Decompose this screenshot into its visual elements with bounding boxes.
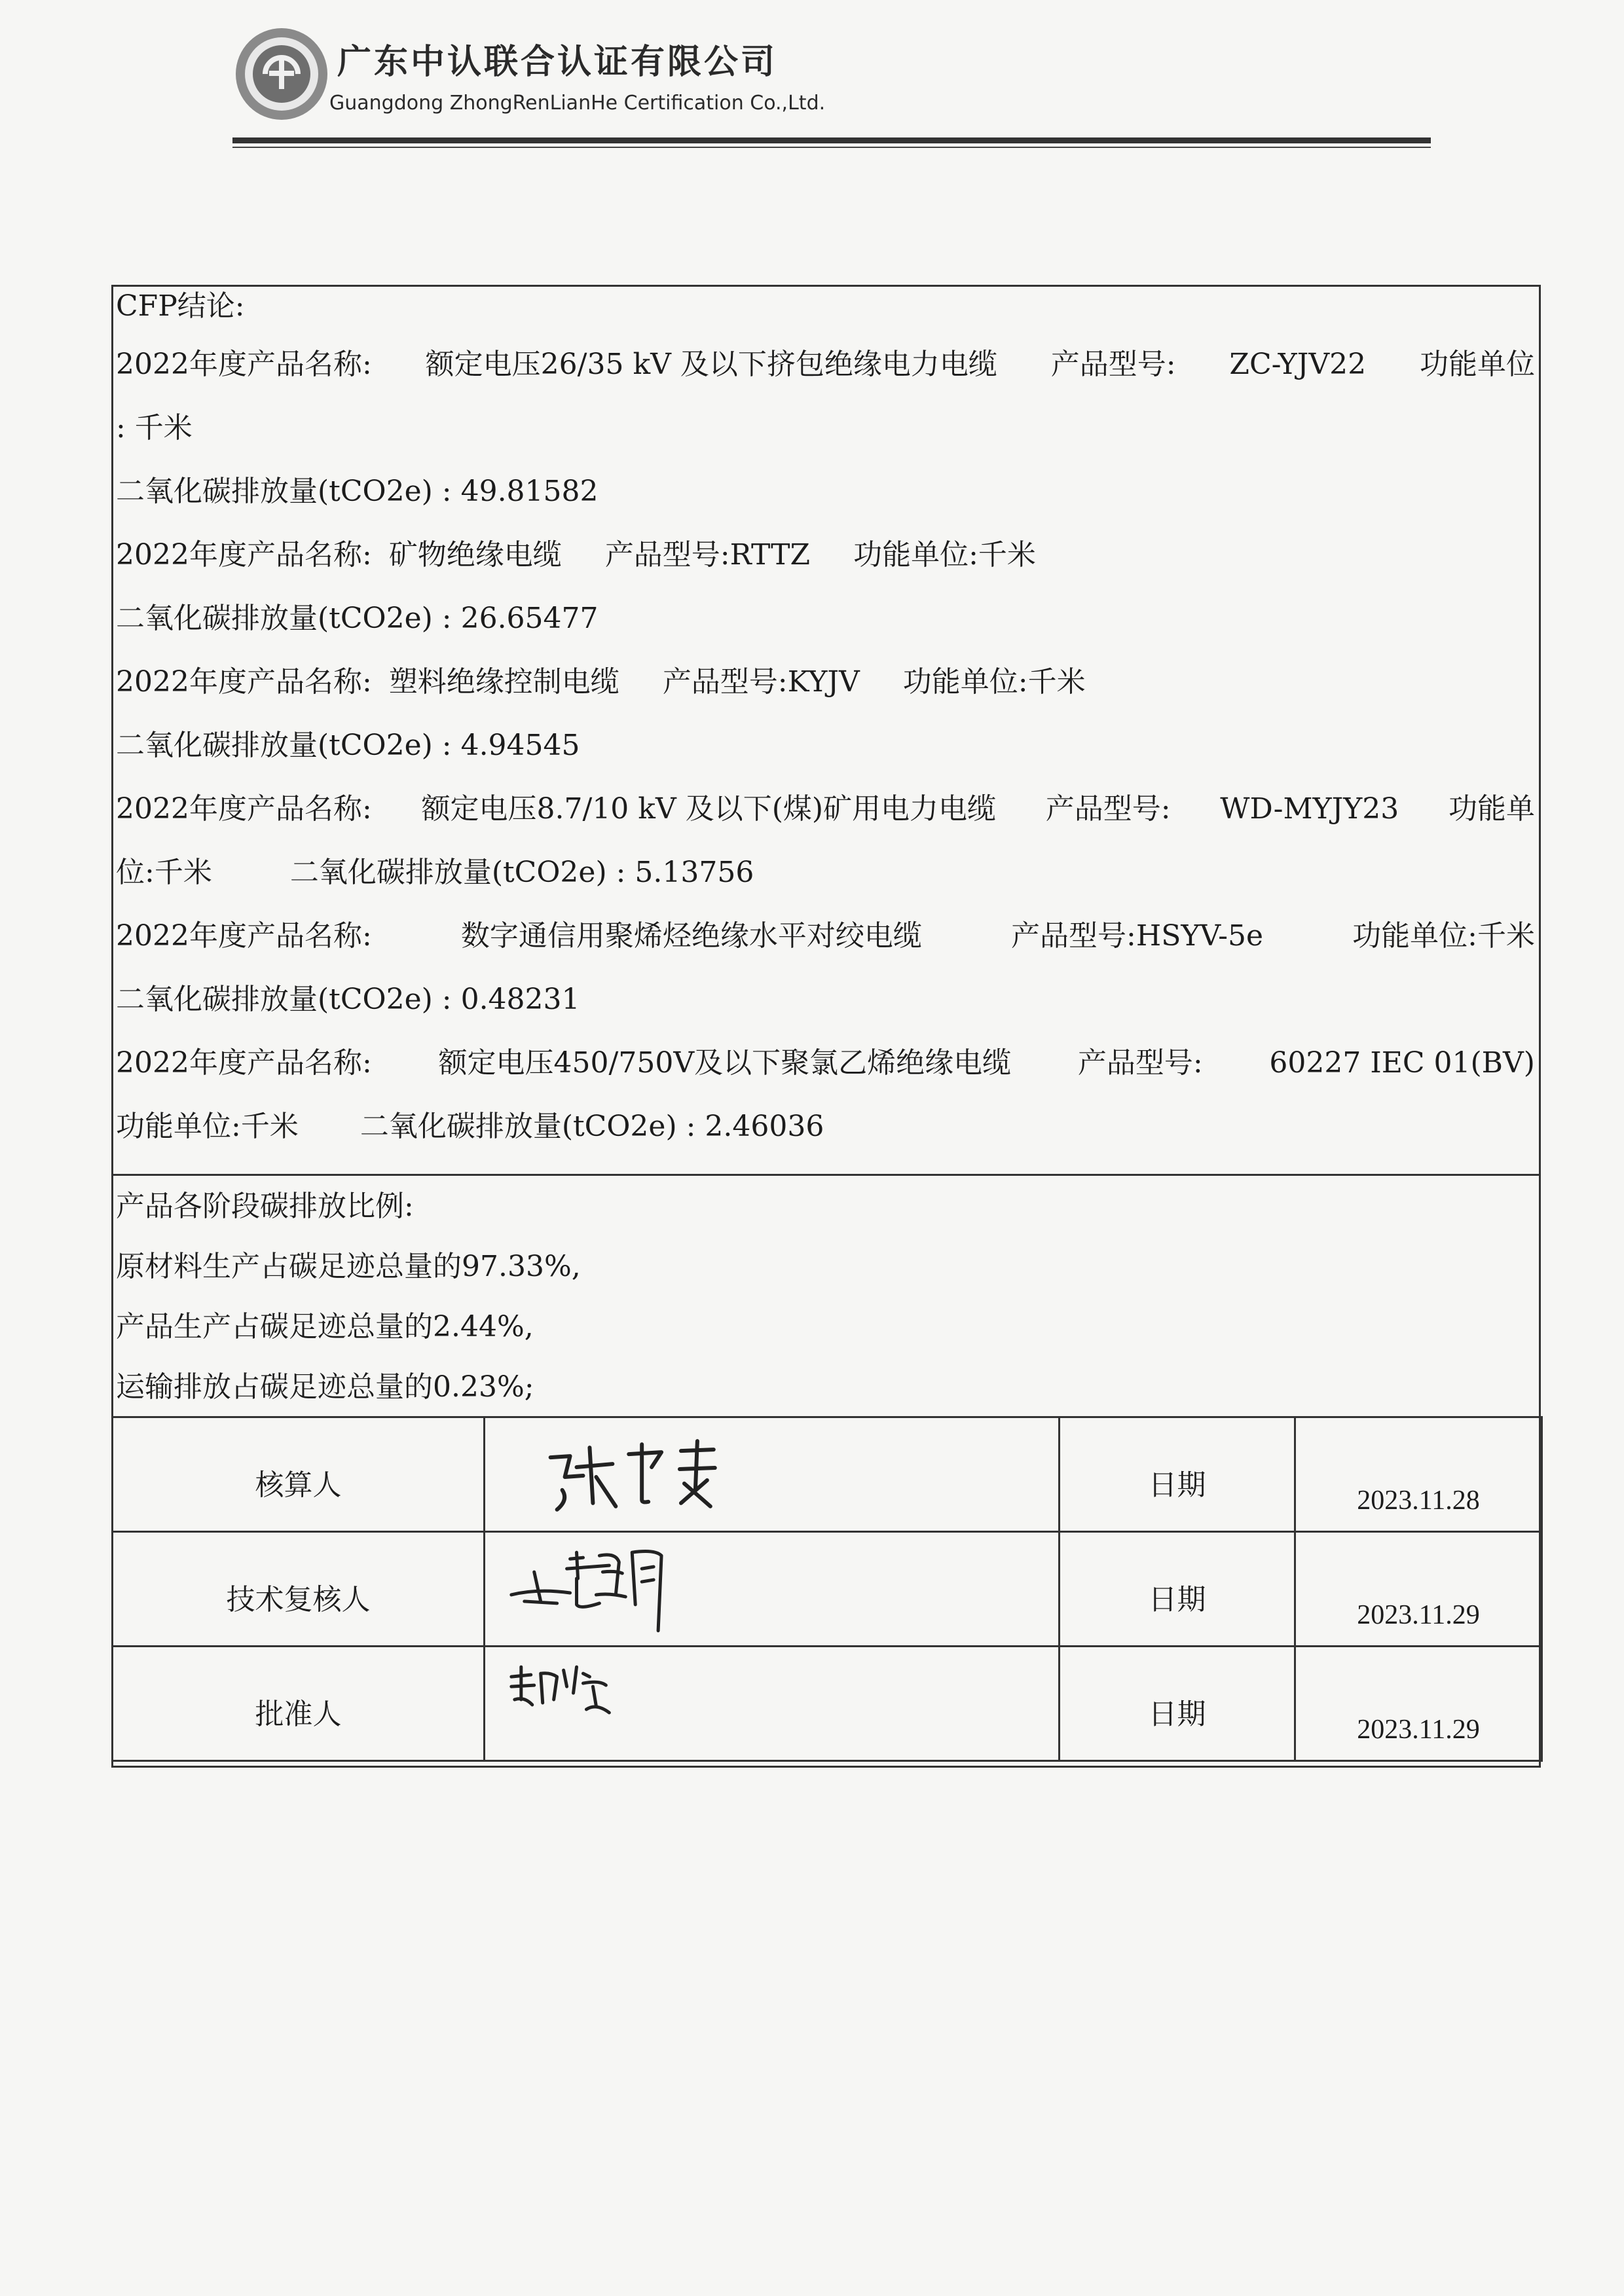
conclusion-line-5 — [113, 587, 1539, 650]
conclusion-text: 产品型号:HSYV-5e — [1011, 919, 1264, 953]
conclusion-text: 功能单位:千米 — [1352, 919, 1535, 953]
company-name-cn: 广东中认联合认证有限公司 — [337, 43, 778, 82]
emission-value: 二氧化碳排放量(tCO2e) : 4.94545 — [116, 729, 580, 762]
handwritten-signature-2 — [485, 1533, 1058, 1645]
conclusion-text: 2022年度产品名称: — [116, 919, 372, 953]
date-label: 日期 — [1148, 1468, 1206, 1502]
table-row — [113, 1417, 1542, 1532]
conclusion-line-13 — [113, 1095, 1539, 1158]
company-name-en: Guangdong ZhongRenLianHe Certification Co.,Ltd. — [329, 92, 826, 115]
date-value: 2023.11.29 — [1357, 1715, 1480, 1745]
date-label: 日期 — [1148, 1698, 1206, 1731]
conclusion-text: 数字通信用聚烯烃绝缘水平对绞电缆 — [460, 919, 922, 953]
handwritten-signature-3 — [485, 1647, 1058, 1760]
conclusion-text: 2022年度产品名称: — [116, 792, 372, 826]
conclusion-line-12 — [113, 1031, 1539, 1095]
conclusion-text: 功能单位:千米 — [853, 538, 1036, 572]
conclusion-text: 功能单位:千米 — [902, 665, 1086, 699]
conclusion-text: 额定电压8.7/10 kV 及以下(煤)矿用电力电缆 — [421, 792, 997, 826]
conclusion-text: 产品型号: — [1077, 1046, 1203, 1080]
emission-value: 二氧化碳排放量(tCO2e) : 49.81582 — [116, 475, 599, 508]
date-label-cell — [1060, 1417, 1295, 1532]
date-value: 2023.11.29 — [1357, 1600, 1480, 1630]
conclusion-title: CFP结论: — [116, 289, 245, 323]
table-row — [113, 1647, 1542, 1761]
date-label: 日期 — [1148, 1583, 1206, 1616]
role-label-cell — [113, 1417, 485, 1532]
date-cell — [1295, 1647, 1542, 1761]
conclusion-section — [113, 287, 1539, 1158]
role-label: 核算人 — [255, 1468, 342, 1502]
conclusion-line-1 — [113, 333, 1539, 396]
role-label-cell — [113, 1647, 485, 1761]
conclusion-text: : 千米 — [116, 411, 193, 445]
header-rule-thick — [232, 137, 1431, 143]
conclusion-text: 矿物绝缘电缆 — [388, 538, 562, 572]
emission-value: 二氧化碳排放量(tCO2e) : 0.48231 — [116, 983, 580, 1016]
date-value: 2023.11.28 — [1357, 1485, 1480, 1516]
company-seal-logo-icon — [232, 25, 331, 123]
conclusion-text: 2022年度产品名称: — [116, 538, 372, 572]
conclusion-text: 产品型号:KYJV — [662, 665, 860, 699]
conclusion-text: 产品型号: — [1050, 348, 1176, 381]
conclusion-text: 塑料绝缘控制电缆 — [388, 665, 619, 699]
conclusion-text: 产品型号: — [1045, 792, 1171, 826]
ratio-title: 产品各阶段碳排放比例: — [116, 1190, 414, 1223]
emission-value: 二氧化碳排放量(tCO2e) : 26.65477 — [116, 602, 599, 635]
role-label: 批准人 — [255, 1698, 342, 1731]
signature-cell — [485, 1647, 1060, 1761]
conclusion-line-2 — [113, 396, 1539, 460]
conclusion-text: 2022年度产品名称: — [116, 1046, 372, 1080]
conclusion-text: 额定电压450/750V及以下聚氯乙烯绝缘电缆 — [438, 1046, 1012, 1080]
conclusion-line-11 — [113, 968, 1539, 1031]
header-rule-thin — [232, 147, 1431, 148]
conclusion-line-7 — [113, 714, 1539, 777]
conclusion-line-3 — [113, 460, 1539, 523]
section-divider — [113, 1174, 1539, 1176]
conclusion-text: ZC-YJV22 — [1229, 348, 1367, 381]
ratio-section — [113, 1177, 1539, 1418]
role-label: 技术复核人 — [226, 1583, 371, 1616]
conclusion-line-10 — [113, 904, 1539, 968]
conclusion-text: 2022年度产品名称: — [116, 665, 372, 699]
date-label-cell — [1060, 1647, 1295, 1761]
letterhead — [232, 25, 1437, 149]
conclusion-line-8 — [113, 777, 1539, 841]
signature-table — [111, 1416, 1543, 1762]
conclusion-text: 功能单位 — [1419, 348, 1535, 381]
ratio-line: 原材料生产占碳足迹总量的97.33%, — [116, 1250, 581, 1283]
conclusion-text: 位:千米 — [116, 856, 212, 889]
table-row — [113, 1532, 1542, 1647]
emission-value: 二氧化碳排放量(tCO2e) : 2.46036 — [360, 1110, 824, 1143]
conclusion-text: 功能单位:千米 — [116, 1110, 299, 1143]
conclusion-text: 功能单 — [1448, 792, 1535, 826]
ratio-line: 运输排放占碳足迹总量的0.23%; — [116, 1370, 534, 1404]
date-label-cell — [1060, 1532, 1295, 1647]
conclusion-text: 产品型号:RTTZ — [604, 538, 811, 572]
date-cell — [1295, 1417, 1542, 1532]
role-label-cell — [113, 1532, 485, 1647]
signature-cell — [485, 1532, 1060, 1647]
signature-cell — [485, 1417, 1060, 1532]
conclusion-text: 额定电压26/35 kV 及以下挤包绝缘电力电缆 — [425, 348, 997, 381]
conclusion-text: WD-MYJY23 — [1220, 792, 1399, 826]
emission-value: 二氧化碳排放量(tCO2e) : 5.13756 — [289, 856, 754, 889]
conclusion-line-4 — [113, 523, 1539, 587]
handwritten-signature-1 — [485, 1418, 1058, 1531]
conclusion-line-6 — [113, 650, 1539, 714]
conclusion-text: 2022年度产品名称: — [116, 348, 372, 381]
conclusion-text: 60227 IEC 01(BV) — [1269, 1046, 1535, 1080]
ratio-line: 产品生产占碳足迹总量的2.44%, — [116, 1310, 534, 1343]
date-cell — [1295, 1532, 1542, 1647]
conclusion-line-9 — [113, 841, 1539, 904]
cfp-conclusion-frame — [111, 285, 1541, 1768]
